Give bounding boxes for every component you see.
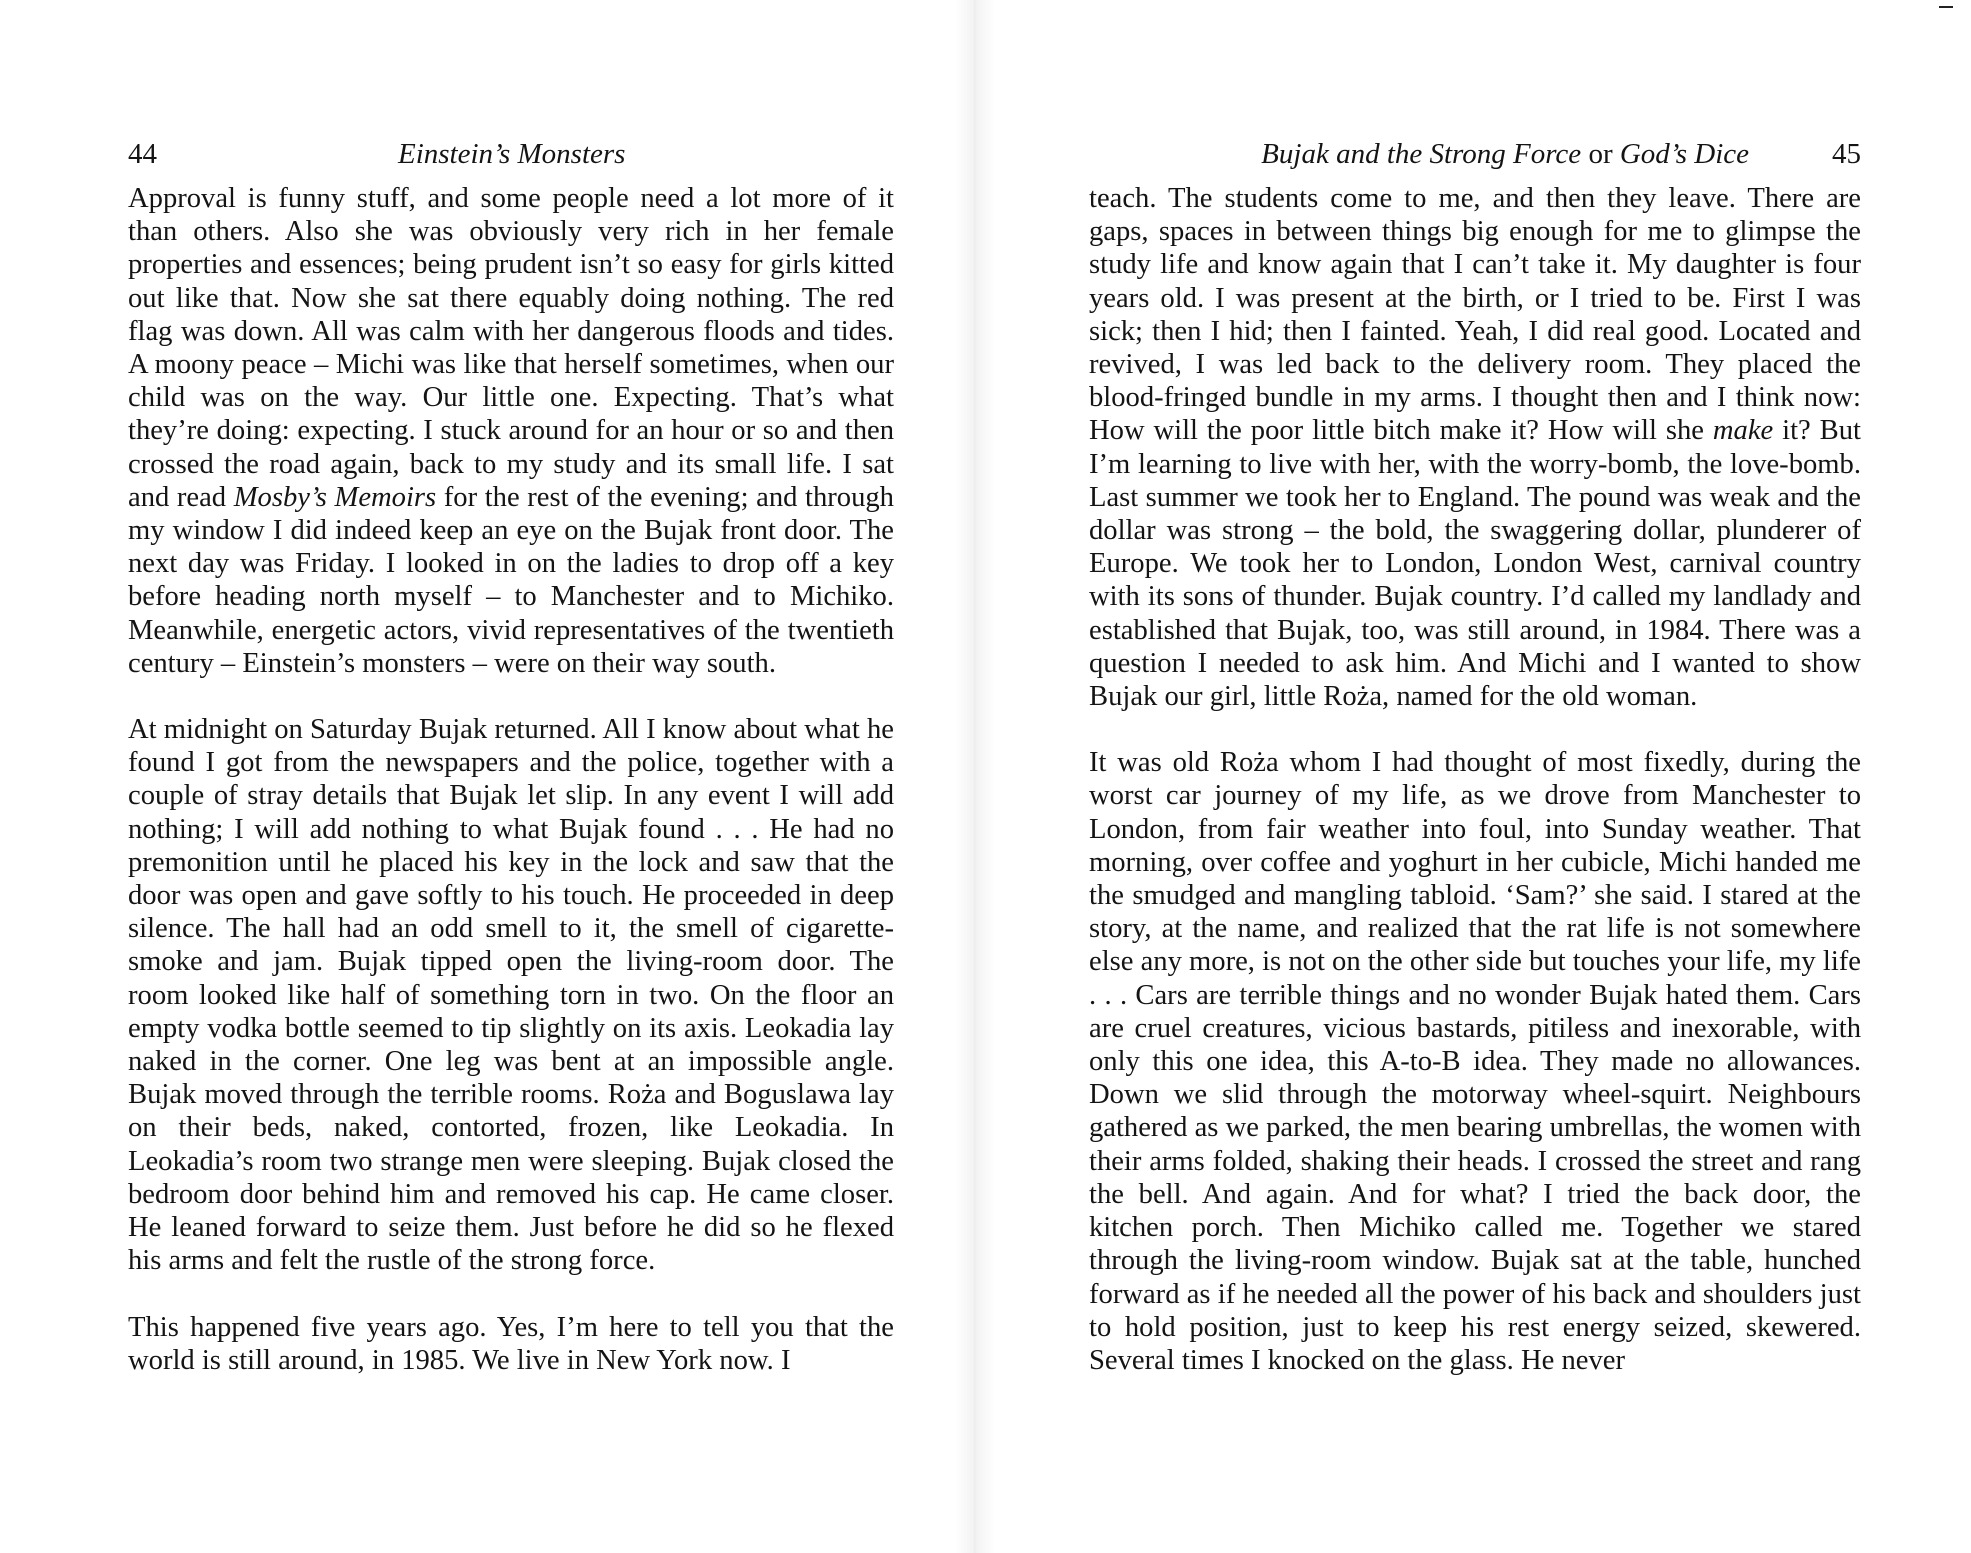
- left-body-text: [128, 182, 894, 1377]
- text-run: Approval is funny stuff, and some people need a lot more of it than others. Also she was obviously very rich in her female properties and essences; being prudent isn’t so easy for girls kitted out like that. Now she sat there equably doing nothing. The red flag was down. All was calm with her dangerous floods and tides. A moony peace – Michi was like that herself sometimes, when our child was on the way. Our little one. Expecting. That’s what they’re doing: expecting. I stuck around for an hour or so and then crossed the road again, back to my study and its small life. I sat and read: [128, 183, 894, 513]
- left-paragraph-1: [128, 182, 894, 680]
- right-paragraph-1: [1089, 182, 1861, 713]
- text-run: teach. The students come to me, and then they leave. There are gaps, spaces in between things big enough for me to glimpse the study life and know again that I can’t take it. My daughter is four years old. I was present at the birth, or I tried to be. First I was sick; then I hid; then I fainted. Yeah, I did real good. Located and revived, I was led back to the delivery room. They placed the blood-fringed bundle in my arms. I thought then and I think now: How will the poor little bitch make it? How will she: [1089, 183, 1861, 447]
- left-page-number: 44: [128, 138, 157, 170]
- left-running-title: Einstein’s Monsters: [398, 138, 626, 170]
- left-paragraph-3: This happened five years ago. Yes, I’m here to tell you that the world is still around, in 1985. We live in New York now. I: [128, 1311, 894, 1376]
- left-page: [0, 0, 960, 1553]
- right-running-title: [1261, 134, 1749, 174]
- left-running-head: [128, 134, 894, 174]
- right-body-text: [1089, 182, 1861, 1377]
- right-page-number: 45: [1832, 138, 1861, 170]
- text-run: it? But I’m learning to live with her, with the worry-bomb, the love-bomb. Last summer we took her to England. The pound was weak and the dollar was strong – the bold, the swaggering dollar, plunderer of Europe. We took her to London, London West, carnival country with its sons of thunder. Bujak country. I’d called my landlady and established that Bujak, too, was still around, in 1984. There was a question I needed to ask him. And Michi and I wanted to show Bujak our girl, little Roża, named for the old woman.: [1089, 415, 1861, 713]
- left-paragraph-2: At midnight on Saturday Bujak returned. All I know about what he found I got from the newspapers and the police, together with a couple of stray details that Bujak let slip. In any event I will add nothing; I will add nothing to what Bujak found . . . He had no premonition until he placed his key in the lock and saw that the door was open and gave softly to his touch. He proceeded in deep silence. The hall had an odd smell to it, the smell of cigarette-smoke and jam. Bujak tipped open the living-room door. The room looked like half of something torn in two. On the floor an empty vodka bottle seemed to tip slightly on its axis. Leokadia lay naked in the corner. One leg was bent at an impossible angle. Bujak moved through the terrible rooms. Roża and Boguslawa lay on their beds, naked, contorted, frozen, like Leokadia. In Leokadia’s room two strange men were sleeping. Bujak closed the bedroom door behind him and removed his cap. He came closer. He leaned forward to seize them. Just before he did so he flexed his arms and felt the rustle of the strong force.: [128, 714, 894, 1277]
- running-title-or: or: [1581, 138, 1620, 170]
- emphasis-italic: make: [1712, 415, 1774, 447]
- right-page: [985, 0, 1971, 1553]
- right-running-head: [1089, 134, 1861, 174]
- right-paragraph-2: It was old Roża whom I had thought of most fixedly, during the worst car journey of my life, as we drove from Manchester to London, from fair weather into foul, into Sunday weather. That morning, over coffee and yoghurt in her cubicle, Michi handed me the smudged and mangling tabloid. ‘Sam?’ she said. I stared at the story, at the name, and realized that the rat life is not somewhere else any more, is not on the other side but touches your life, my life . . . Cars are terrible things and no wonder Bujak hated them. Cars are cruel creatures, vicious bastards, pitiless and inexorable, with only this one idea, this A-to-B idea. They made no allowances. Down we slid through the motorway wheel-squirt. Neighbours gathered as we parked, the men bearing umbrellas, the women with their arms folded, shaking their heads. I crossed the street and rang the bell. And again. And for what? I tried the back door, the kitchen porch. Then Michiko called me. Together we stared through the living-room window. Bujak sat at the table, hunched forward as if he needed all the power of his back and shoulders just to hold position, just to keep his rest energy seized, skewered. Several times I knocked on the glass. He never: [1089, 747, 1861, 1376]
- text-run: for the rest of the evening; and through my window I did indeed keep an eye on the Bujak front door. The next day was Friday. I looked in on the ladies to drop off a key before heading north myself – to Manchester and to Michiko. Meanwhile, energetic actors, vivid representatives of the twentieth century – Einstein’s monsters – were on their way south.: [128, 481, 894, 679]
- running-title-part-2: God’s Dice: [1619, 138, 1749, 170]
- book-title-italic: Mosby’s Memoirs: [233, 481, 437, 513]
- running-title-part-1: Bujak and the Strong Force: [1261, 138, 1582, 170]
